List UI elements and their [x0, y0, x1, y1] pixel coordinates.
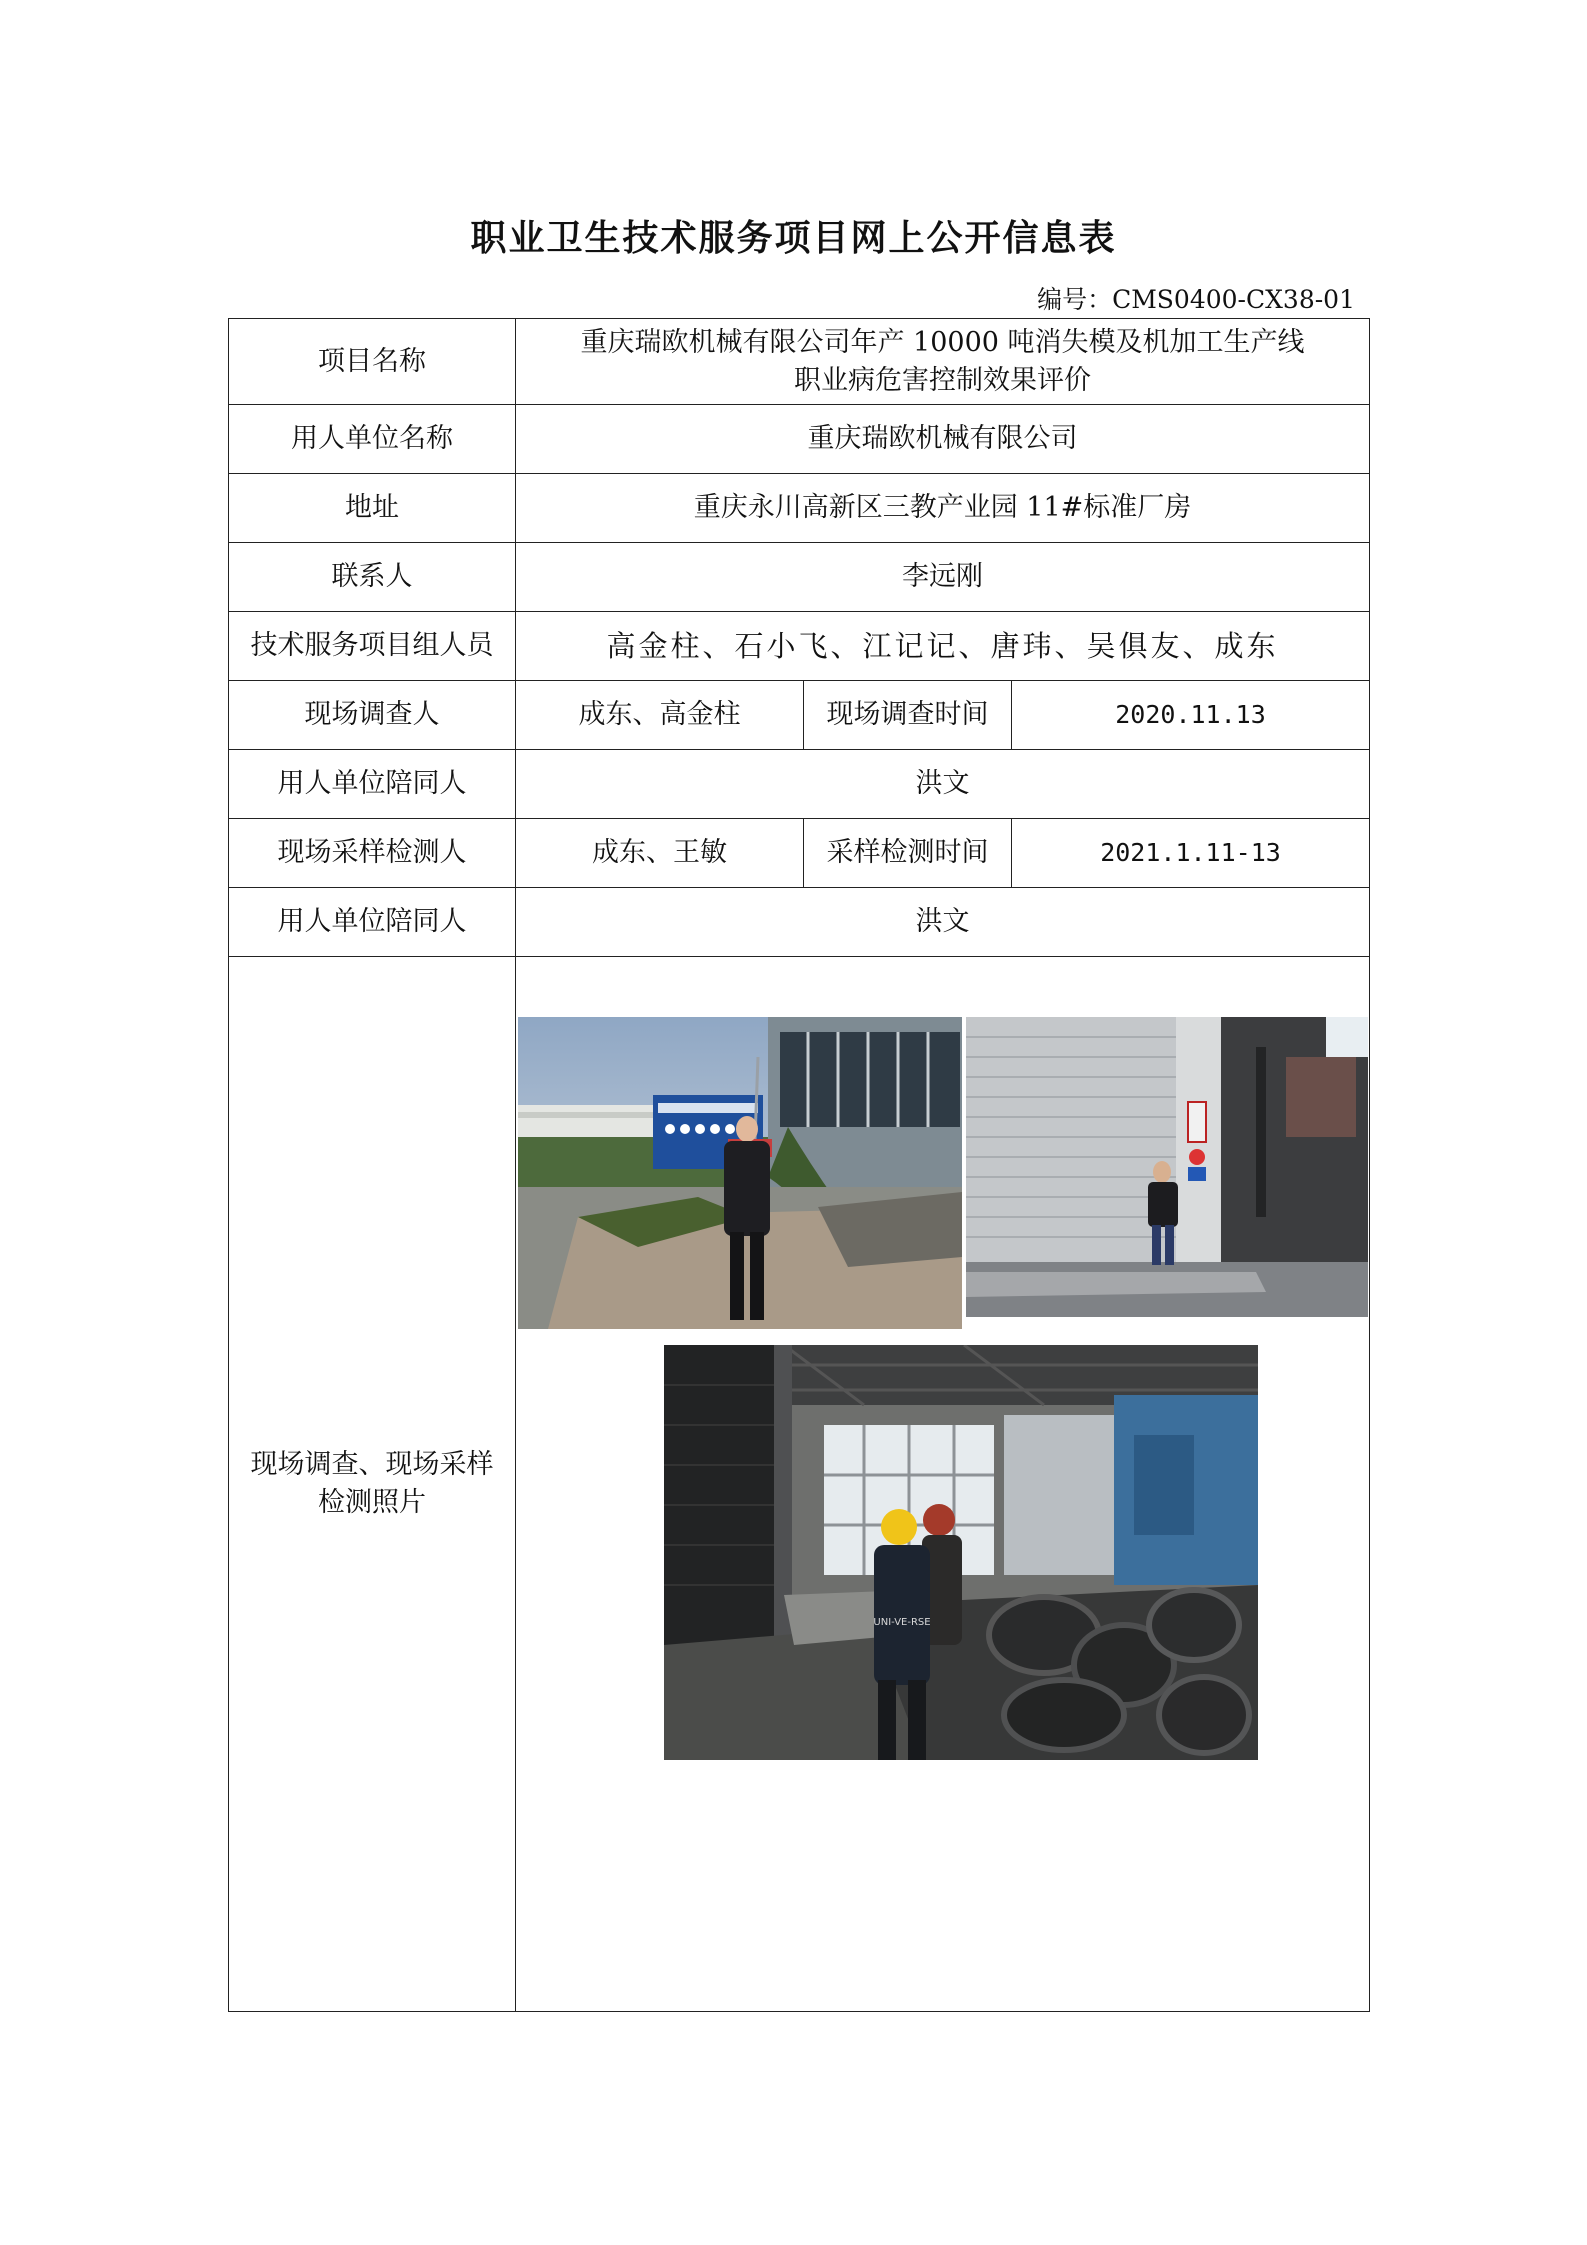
project-name-line2: 职业病危害控制效果评价 — [794, 364, 1091, 396]
team-value: 高金柱、石小飞、江记记、唐玮、吴俱友、成东 — [516, 612, 1370, 681]
sampling-photo-workshop-image — [664, 1345, 1258, 1760]
survey-photo-entrance-image — [518, 1017, 962, 1329]
row-employer — [229, 405, 1370, 474]
row-contact — [229, 543, 1370, 612]
employer-label: 用人单位名称 — [229, 405, 516, 474]
survey-escort-value: 洪文 — [516, 750, 1370, 819]
row-photos — [229, 957, 1370, 2012]
sampling-escort-value: 洪文 — [516, 888, 1370, 957]
survey-label: 现场调查人 — [229, 681, 516, 750]
page-title: 职业卫生技术服务项目网上公开信息表 — [470, 217, 1117, 259]
photos-label-line2: 检测照片 — [318, 1487, 426, 1518]
sampling-photo-workshop — [664, 1345, 1258, 1760]
survey-value: 成东、高金柱 — [516, 681, 804, 750]
row-address — [229, 474, 1370, 543]
employer-value: 重庆瑞欧机械有限公司 — [516, 405, 1370, 474]
address-value: 重庆永川高新区三教产业园 11#标准厂房 — [516, 474, 1370, 543]
survey-photo-shutter-door-image — [966, 1017, 1368, 1317]
survey-photo-entrance — [518, 1017, 962, 1329]
sampling-label: 现场采样检测人 — [229, 819, 516, 888]
sampling-value: 成东、王敏 — [516, 819, 804, 888]
sampling-escort-label: 用人单位陪同人 — [229, 888, 516, 957]
photos-label — [229, 957, 516, 2012]
row-sampling-escort — [229, 888, 1370, 957]
survey-escort-label: 用人单位陪同人 — [229, 750, 516, 819]
info-table — [228, 318, 1370, 2012]
document-code: 编号：CMS0400-CX38-01 — [1037, 285, 1355, 314]
project-name-line1: 重庆瑞欧机械有限公司年产 10000 吨消失模及机加工生产线 — [580, 326, 1305, 358]
project-name-label: 项目名称 — [229, 319, 516, 405]
survey-photo-shutter-door — [966, 1017, 1368, 1317]
row-project-name — [229, 319, 1370, 405]
photos-cell — [516, 957, 1370, 2012]
address-label: 地址 — [229, 474, 516, 543]
survey-time-value: 2020.11.13 — [1012, 681, 1370, 750]
row-survey-escort — [229, 750, 1370, 819]
sampling-time-label: 采样检测时间 — [804, 819, 1012, 888]
project-name-value — [516, 319, 1370, 405]
survey-time-label: 现场调查时间 — [804, 681, 1012, 750]
photos-label-line1: 现场调查、现场采样 — [250, 1449, 494, 1480]
contact-value: 李远刚 — [516, 543, 1370, 612]
row-team — [229, 612, 1370, 681]
row-survey — [229, 681, 1370, 750]
row-sampling — [229, 819, 1370, 888]
team-label: 技术服务项目组人员 — [229, 612, 516, 681]
worker-shirt-text: UNI-VE-RSE — [873, 1617, 931, 1628]
contact-label: 联系人 — [229, 543, 516, 612]
sampling-time-value: 2021.1.11-13 — [1012, 819, 1370, 888]
